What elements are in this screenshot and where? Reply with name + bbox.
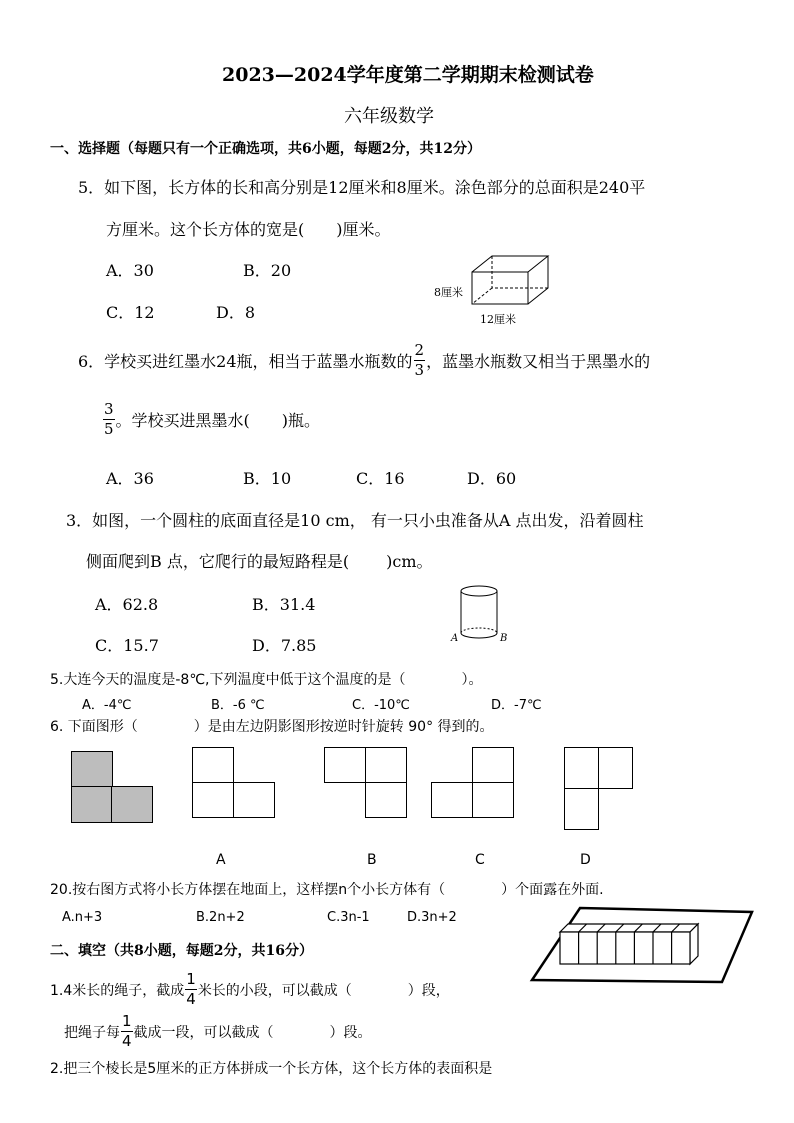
f1-fraction-2-numerator: 1 (122, 1012, 132, 1030)
q5b-option-d: D．-7℃ (491, 698, 542, 713)
q6a-option-a: A．36 (106, 469, 154, 488)
cuboid-length-label: 12厘米 (480, 313, 516, 326)
q6a-fraction-2 (103, 402, 115, 437)
shaded-square (71, 786, 113, 823)
q3-line1: 3．如图，一个圆柱的底面直径是10 cm， 有一只小虫准备从A 点出发，沿着圆柱 (66, 511, 644, 530)
box-row (560, 924, 698, 964)
exam-title: 2023—2024学年度第二学期期末检测试卷 (222, 64, 594, 86)
section2-heading: 二、填空（共8小题，每题2分，共16分） (50, 943, 313, 959)
q6a-line1-post: ，蓝墨水瓶数又相当于黑墨水的 (426, 352, 651, 371)
q3-option-d: D．7.85 (252, 636, 317, 655)
rotation-label-d: D (580, 852, 591, 868)
section1-heading: 一、选择题（每题只有一个正确选项，共6小题，每题2分，共12分） (50, 141, 481, 157)
f1-line1-post: 米长的小段，可以截成（ ）段， (197, 982, 450, 999)
q5b-option-b: B．-6 ℃ (211, 698, 265, 713)
q5b-option-a: A．-4℃ (82, 698, 132, 713)
q20-option-b: B.2n+2 (196, 910, 245, 925)
f1-fraction-1-denominator: 4 (186, 990, 196, 1008)
cylinder-figure (458, 585, 500, 641)
grid-square (365, 782, 407, 818)
grid-square (324, 747, 366, 783)
f1-line2-pre: 把绳子每 (64, 1024, 120, 1041)
q3-option-a: A．62.8 (95, 595, 159, 614)
grid-square (431, 782, 473, 818)
q5b-option-c: C．-10℃ (352, 698, 410, 713)
f1-fraction-2-denominator: 4 (122, 1032, 132, 1050)
f2-text: 2.把三个棱长是5厘米的正方体拼成一个长方体，这个长方体的表面积是 (50, 1061, 493, 1077)
grid-square (564, 788, 599, 830)
shaded-square (71, 751, 113, 788)
q5b-text: 5.大连今天的温度是-8℃,下列温度中低于这个温度的是（ ）。 (50, 672, 483, 688)
exam-subtitle: 六年级数学 (344, 106, 434, 127)
f1-line2 (64, 1014, 372, 1049)
q6a-fraction-2-denominator: 5 (104, 420, 114, 438)
q3-option-b: B．31.4 (252, 595, 316, 614)
q5a-line1: 5．如下图，长方体的长和高分别是12厘米和8厘米。涂色部分的总面积是240平 (78, 178, 646, 197)
q6a-fraction-1-denominator: 3 (414, 361, 425, 379)
f1-line2-post: 截成一段，可以截成（ ）段。 (133, 1024, 372, 1041)
q5a-option-c: C．12 (106, 303, 155, 322)
q3-option-c: C．15.7 (95, 636, 159, 655)
rotation-label-a: A (216, 852, 226, 868)
q3-line2: 侧面爬到B 点，它爬行的最短路程是( )cm。 (86, 552, 433, 571)
f1-fraction-1 (185, 972, 197, 1007)
f1-line1-pre: 1.4米长的绳子，截成 (50, 982, 185, 999)
q5a-line2: 方厘米。这个长方体的宽是( )厘米。 (106, 220, 391, 239)
q5a-option-a: A．30 (106, 261, 154, 280)
q6a-line1 (78, 343, 650, 378)
f1-line1 (50, 972, 450, 1007)
cuboid-figure (470, 254, 550, 306)
rotation-label-b: B (367, 852, 377, 868)
grid-square (365, 747, 407, 783)
f1-fraction-1-numerator: 1 (186, 970, 196, 988)
q6a-line1-pre: 6．学校买进红墨水24瓶，相当于蓝墨水瓶数的 (78, 352, 413, 371)
boxes-on-ground-figure (530, 906, 755, 986)
q20-option-c: C.3n-1 (327, 910, 370, 925)
q6a-option-d: D．60 (467, 469, 517, 488)
grid-square (472, 782, 514, 818)
grid-square (598, 747, 633, 789)
q6a-option-b: B．10 (243, 469, 292, 488)
q6a-line2-post: 。学校买进黑墨水( )瓶。 (115, 411, 321, 430)
q6a-fraction-1 (414, 343, 426, 378)
grid-square (192, 782, 234, 818)
q20-option-a: A.n+3 (62, 910, 103, 925)
cuboid-height-label: 8厘米 (434, 286, 463, 299)
q6a-fraction-1-numerator: 2 (414, 341, 425, 359)
grid-square (192, 747, 234, 783)
q20-option-d: D.3n+2 (407, 910, 457, 925)
rotation-label-c: C (475, 852, 485, 868)
q6a-line2 (102, 402, 320, 437)
grid-square (472, 747, 514, 783)
q20-text: 20.按右图方式将小长方体摆在地面上，这样摆n个小长方体有（ ）个面露在外面. (50, 882, 604, 898)
q6b-text: 6. 下面图形（ ）是由左边阴影图形按逆时针旋转 90° 得到的。 (50, 719, 494, 735)
grid-square (564, 747, 599, 789)
cylinder-label-b: B (500, 633, 508, 644)
q6a-option-c: C．16 (356, 469, 405, 488)
q5a-option-b: B．20 (243, 261, 292, 280)
grid-square (233, 782, 275, 818)
cylinder-label-a: A (451, 633, 459, 644)
f1-fraction-2 (121, 1014, 133, 1049)
q5a-option-d: D．8 (216, 303, 256, 322)
q6a-fraction-2-numerator: 3 (104, 400, 114, 418)
shaded-square (111, 786, 153, 823)
